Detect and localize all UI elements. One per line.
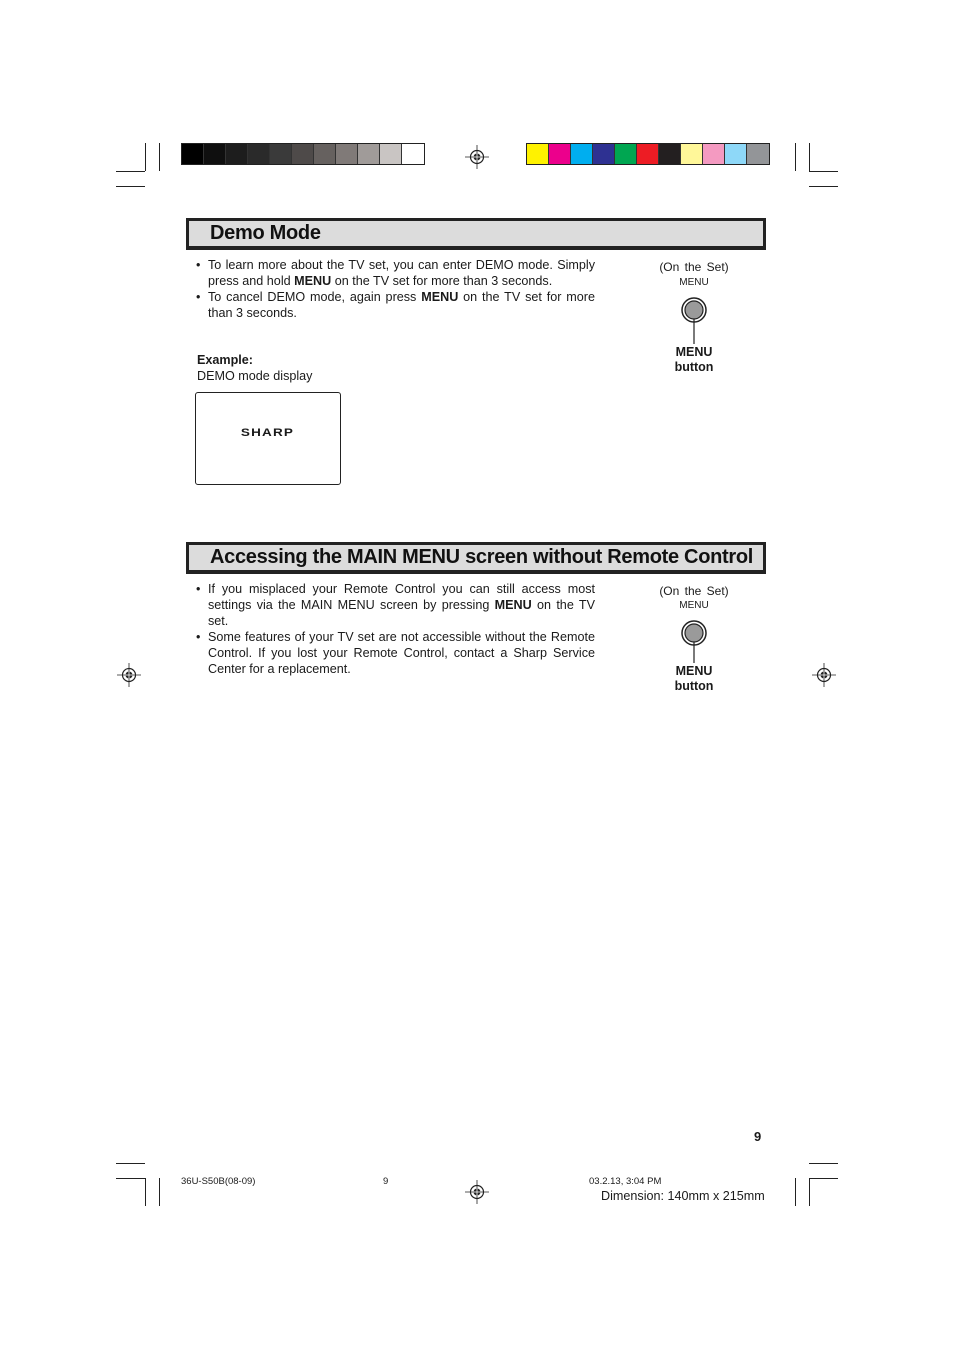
footer-page: 9 — [383, 1176, 389, 1187]
section-header-demo-mode — [186, 218, 766, 249]
demo-mode-screen — [195, 392, 341, 485]
color-swatch — [659, 144, 681, 164]
color-swatch — [527, 144, 549, 164]
sharp-logo: SHARP — [240, 426, 295, 439]
crop-mark — [116, 1163, 145, 1164]
color-swatch — [270, 144, 292, 164]
footer-timestamp: 03.2.13, 3:04 PM — [589, 1176, 662, 1187]
color-swatch — [402, 144, 424, 164]
color-swatch — [204, 144, 226, 164]
crop-mark — [809, 1178, 810, 1206]
menu-button-icon — [680, 296, 708, 344]
color-swatch — [226, 144, 248, 164]
menu-button-label: MENU button — [674, 664, 714, 693]
section-title: Demo Mode — [210, 222, 321, 244]
color-swatch — [703, 144, 725, 164]
demo-mode-bullets — [196, 257, 595, 321]
crop-mark — [809, 143, 810, 171]
color-calibration-bar — [526, 143, 770, 165]
menu-small-label: MENU — [679, 277, 709, 288]
on-set-label: (On the Set) — [659, 260, 729, 274]
menu-button-label: MENU button — [674, 345, 714, 374]
footer-doc-code: 36U-S50B(08-09) — [181, 1176, 256, 1187]
color-swatch — [637, 144, 659, 164]
registration-mark-icon — [812, 663, 836, 687]
bullet-item: • To learn more about the TV set, you can enter DEMO mode. Simply press and hold MENU on the TV set for more than 3 seconds. — [196, 257, 595, 289]
bullet-item: • Some features of your TV set are not accessible without the Remote Control. If you lost your Remote Control, contact a Sharp Service Center for a replacement. — [196, 629, 595, 677]
color-swatch — [549, 144, 571, 164]
crop-mark — [159, 143, 160, 171]
crop-mark — [116, 186, 145, 187]
example-label: Example: — [197, 353, 253, 367]
crop-mark — [809, 1163, 838, 1164]
color-swatch — [571, 144, 593, 164]
bullet-item: • If you misplaced your Remote Control you can still access most settings via the MAIN MENU screen by pressing MENU on the TV set. — [196, 581, 595, 629]
menu-small-label: MENU — [679, 600, 709, 611]
crop-mark — [809, 171, 838, 172]
menu-button-icon — [680, 619, 708, 663]
page-number: 9 — [754, 1129, 762, 1144]
crop-mark — [809, 1178, 838, 1179]
color-swatch — [248, 144, 270, 164]
main-menu-bullets — [196, 581, 595, 677]
crop-mark — [145, 1178, 146, 1206]
color-swatch — [292, 144, 314, 164]
color-swatch — [358, 144, 380, 164]
on-set-label: (On the Set) — [659, 584, 729, 598]
crop-mark — [116, 1178, 145, 1179]
crop-mark — [145, 143, 146, 171]
crop-mark — [809, 186, 838, 187]
crop-mark — [116, 171, 145, 172]
color-swatch — [725, 144, 747, 164]
color-swatch — [314, 144, 336, 164]
crop-mark — [795, 1178, 796, 1206]
section-header-main-menu — [186, 542, 766, 573]
color-swatch — [593, 144, 615, 164]
color-swatch — [681, 144, 703, 164]
crop-mark — [159, 1178, 160, 1206]
registration-mark-icon — [117, 663, 141, 687]
registration-mark-icon — [465, 1180, 489, 1204]
bullet-item: • To cancel DEMO mode, again press MENU on the TV set for more than 3 seconds. — [196, 289, 595, 321]
footer-dimension: Dimension: 140mm x 215mm — [601, 1189, 765, 1203]
color-swatch — [336, 144, 358, 164]
section-title: Accessing the MAIN MENU screen without Remote Control — [210, 546, 754, 568]
example-caption: DEMO mode display — [197, 369, 313, 383]
color-swatch — [747, 144, 769, 164]
color-swatch — [380, 144, 402, 164]
registration-mark-icon — [465, 145, 489, 169]
grayscale-calibration-bar — [181, 143, 425, 165]
crop-mark — [795, 143, 796, 171]
color-swatch — [615, 144, 637, 164]
color-swatch — [182, 144, 204, 164]
